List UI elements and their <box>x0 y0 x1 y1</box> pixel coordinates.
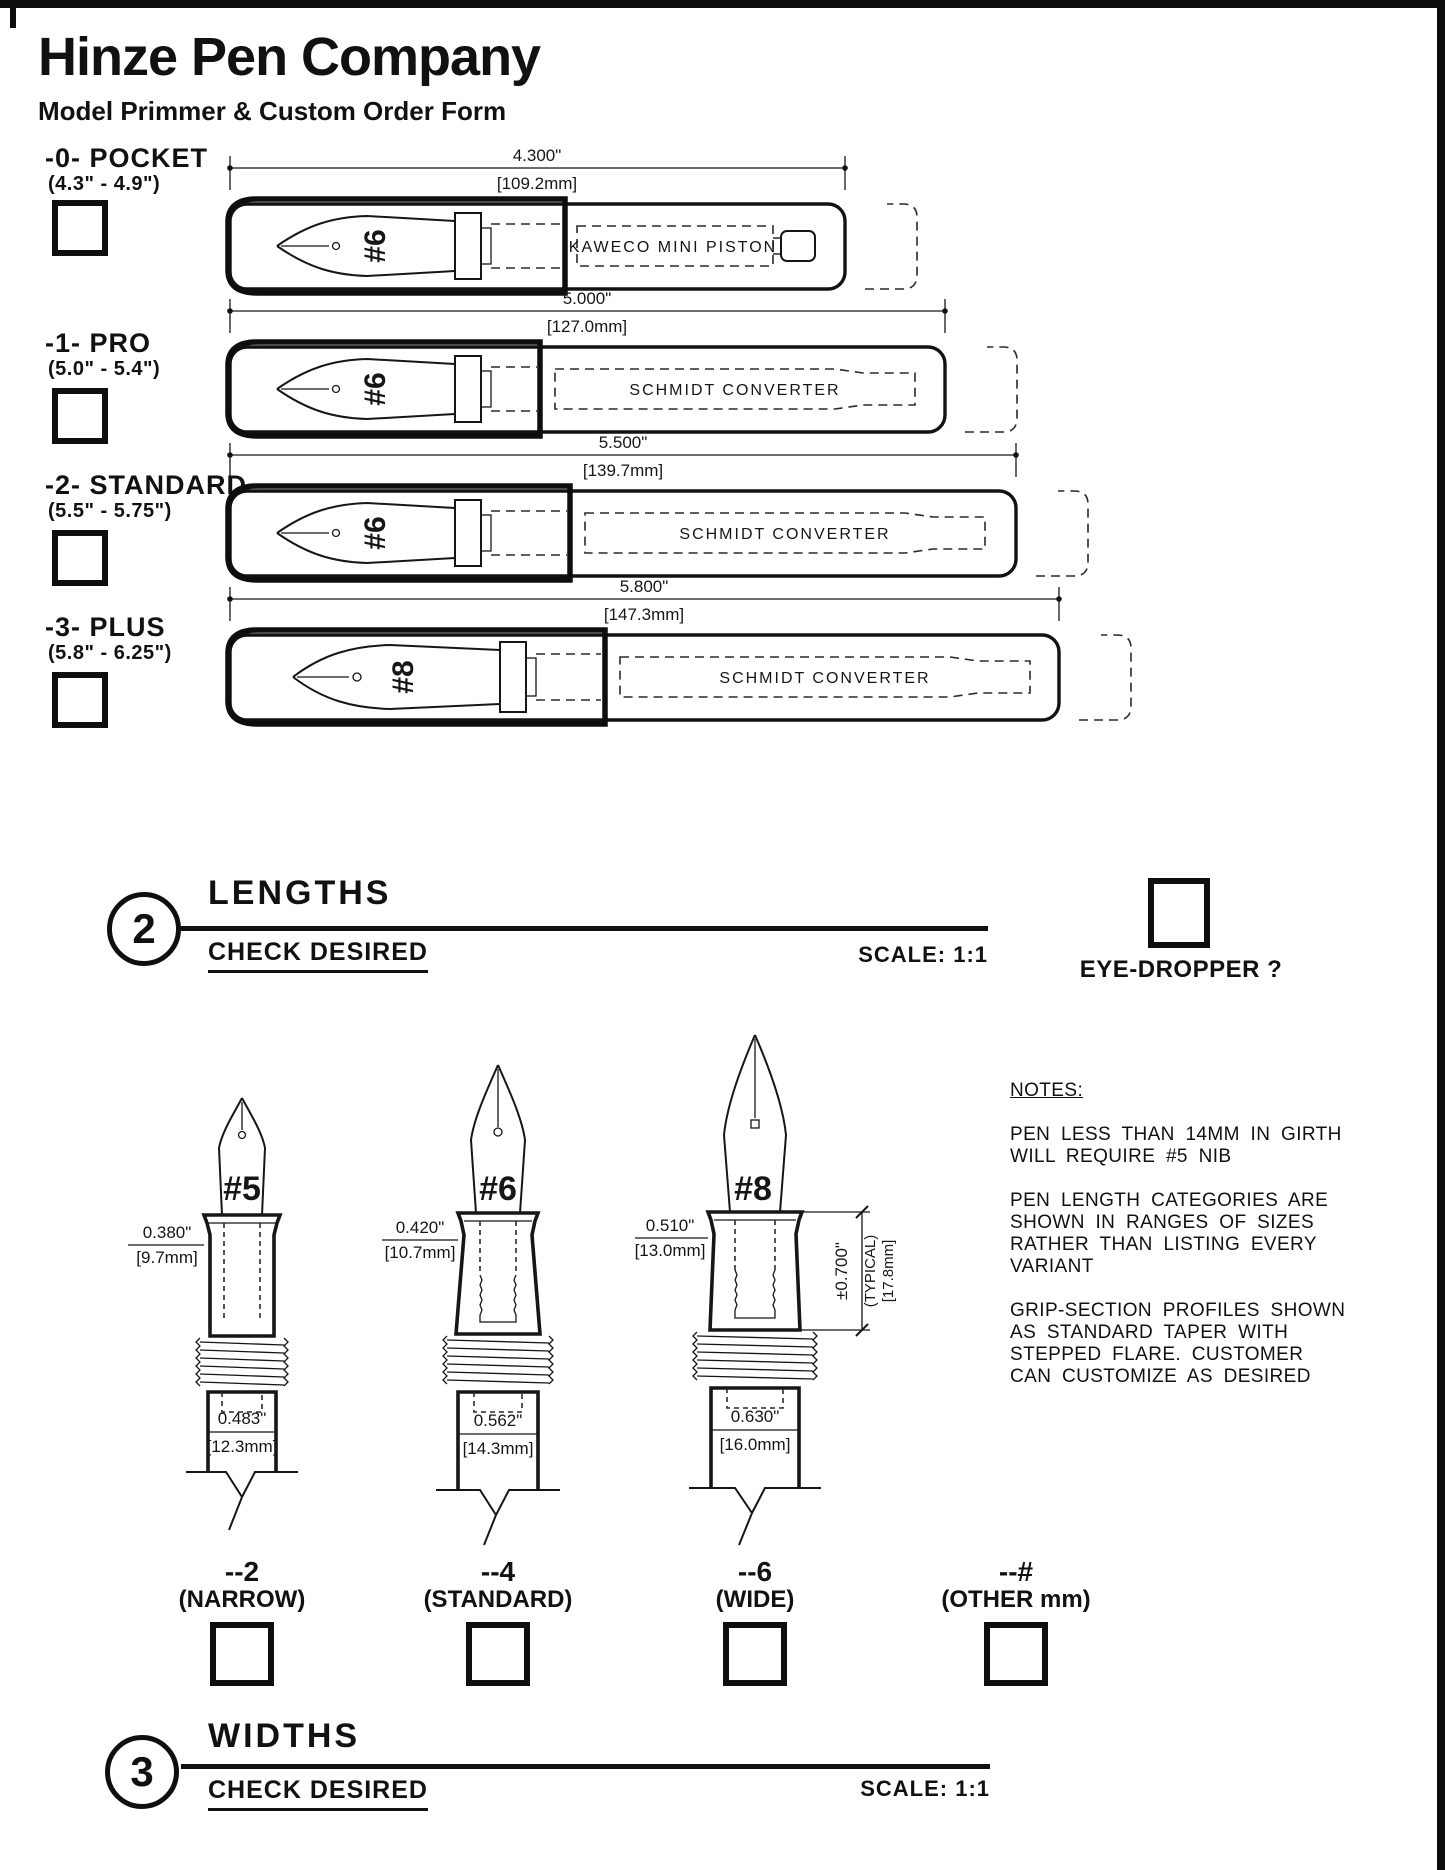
page-subtitle: Model Primmer & Custom Order Form <box>38 96 507 126</box>
checkbox-length-plus[interactable] <box>52 672 108 728</box>
svg-text:KAWECO MINI PISTON: KAWECO MINI PISTON <box>568 239 778 256</box>
page-border-right <box>1437 0 1445 1870</box>
svg-text:#8: #8 <box>387 660 420 694</box>
svg-text:[17.8mm]: [17.8mm] <box>880 1239 897 1303</box>
nib-drawing-6 <box>368 1020 628 1560</box>
length-option-code-pocket: -0- POCKET <box>45 143 209 173</box>
top-dimension-8 <box>635 1216 708 1260</box>
grip-section-5 <box>204 1215 280 1336</box>
page-border-left-stub <box>10 0 16 28</box>
cap-outline-plus <box>1079 635 1131 720</box>
svg-text:0.630": 0.630" <box>730 1407 780 1426</box>
length-option-range-pocket: (4.3" - 4.9") <box>48 173 161 195</box>
nib-drawing-standard <box>277 500 567 566</box>
svg-text:(TYPICAL): (TYPICAL) <box>862 1234 879 1308</box>
svg-text:#5: #5 <box>223 1170 261 1208</box>
section-rule-lengths <box>181 926 988 931</box>
svg-text:SCHMIDT CONVERTER: SCHMIDT CONVERTER <box>629 382 841 399</box>
typical-dimension <box>800 1206 897 1336</box>
checkbox-width-standard[interactable] <box>466 1622 530 1686</box>
barrel-8 <box>689 1388 821 1545</box>
section-rule-widths <box>181 1764 990 1769</box>
checkbox-length-pro[interactable] <box>52 388 108 444</box>
grip-section-8 <box>708 1212 802 1330</box>
svg-text:[16.0mm]: [16.0mm] <box>719 1435 791 1454</box>
internal-mechanism-pro <box>555 369 915 409</box>
width-option-name-wide: (WIDE) <box>715 1586 795 1613</box>
width-option-code-wide: --6 <box>737 1556 773 1587</box>
section-title-widths: WIDTHS <box>208 1717 361 1755</box>
section-marker-widths <box>105 1735 179 1809</box>
nib-8 <box>724 1035 786 1212</box>
svg-text:0.420": 0.420" <box>395 1218 445 1237</box>
svg-text:0.510": 0.510" <box>645 1216 695 1235</box>
svg-text:SCHMIDT CONVERTER: SCHMIDT CONVERTER <box>679 526 891 543</box>
length-option-range-pro: (5.0" - 5.4") <box>48 358 161 380</box>
nib-drawing-pocket <box>277 213 561 279</box>
length-option-range-standard: (5.5" - 5.75") <box>48 500 172 522</box>
section-number-lengths: 2 <box>132 905 156 952</box>
dimension-pro <box>227 289 948 336</box>
threads-5 <box>196 1338 288 1386</box>
svg-text:[14.3mm]: [14.3mm] <box>462 1439 534 1458</box>
dimension-standard <box>227 433 1019 480</box>
threads-6 <box>443 1336 553 1384</box>
threads-8 <box>693 1332 817 1380</box>
nib-drawing-pro <box>277 356 537 422</box>
width-option-code-other: --# <box>998 1556 1034 1587</box>
dimension-pocket <box>227 146 848 193</box>
nib-drawing-8 <box>625 1020 925 1560</box>
svg-text:0.483": 0.483" <box>217 1409 267 1428</box>
svg-text:5.000": 5.000" <box>562 289 612 308</box>
svg-text:[139.7mm]: [139.7mm] <box>582 461 664 480</box>
svg-text:5.500": 5.500" <box>598 433 648 452</box>
svg-text:#6: #6 <box>359 372 392 406</box>
length-option-code-plus: -3- PLUS <box>45 612 166 642</box>
width-option-name-narrow: (NARROW) <box>178 1586 306 1613</box>
checkbox-length-standard[interactable] <box>52 530 108 586</box>
svg-text:±0.700": ±0.700" <box>832 1242 851 1300</box>
internal-mechanism-plus <box>620 657 1030 697</box>
svg-text:[13.0mm]: [13.0mm] <box>634 1241 706 1260</box>
svg-text:5.800": 5.800" <box>619 577 669 596</box>
section-subtitle-lengths: CHECK DESIRED <box>208 938 428 973</box>
eyedropper-label: EYE-DROPPER ? <box>1079 956 1283 983</box>
section-marker-lengths <box>107 892 181 966</box>
nib-drawing-5 <box>112 1020 372 1560</box>
top-dimension-5 <box>128 1223 204 1267</box>
nib-5 <box>219 1098 265 1215</box>
checkbox-eyedropper[interactable] <box>1148 878 1210 948</box>
svg-text:0.380": 0.380" <box>142 1223 192 1242</box>
scale-label-lengths: SCALE: 1:1 <box>858 942 988 967</box>
cap-outline-standard <box>1036 491 1088 576</box>
barrel-5 <box>186 1392 298 1530</box>
checkbox-width-narrow[interactable] <box>210 1622 274 1686</box>
svg-text:#8: #8 <box>734 1170 772 1208</box>
notes-block <box>1010 1080 1350 1410</box>
pen-drawing-pro <box>215 289 1145 449</box>
svg-text:[10.7mm]: [10.7mm] <box>384 1243 456 1262</box>
svg-text:[9.7mm]: [9.7mm] <box>136 1248 198 1267</box>
length-option-code-pro: -1- PRO <box>45 328 152 358</box>
note-length-categories: PEN LENGTH CATEGORIES ARE SHOWN IN RANGES OF SIZES RATHER THAN LISTING EVERY VARIANT <box>1010 1190 1329 1277</box>
svg-text:#6: #6 <box>359 229 392 263</box>
width-option-name-standard: (STANDARD) <box>423 1586 573 1613</box>
width-option-code-narrow: --2 <box>224 1556 260 1587</box>
scale-label-widths: SCALE: 1:1 <box>860 1776 990 1801</box>
nib-6 <box>471 1065 525 1213</box>
page-title: Hinze Pen Company <box>38 27 541 87</box>
note-grip-profiles: GRIP-SECTION PROFILES SHOWN AS STANDARD TAPER WITH STEPPED FLARE. CUSTOMER CAN CUSTOMIZE AS DESIRED <box>1010 1300 1346 1387</box>
section-title-lengths: LENGTHS <box>208 874 392 912</box>
pen-drawing-pocket <box>215 146 1145 306</box>
dimension-plus <box>227 577 1062 624</box>
grip-section-6 <box>456 1213 540 1334</box>
internal-mechanism-standard <box>585 513 985 553</box>
svg-text:4.300": 4.300" <box>512 146 562 165</box>
svg-text:[12.3mm]: [12.3mm] <box>206 1437 278 1456</box>
length-option-code-standard: -2- STANDARD <box>45 470 247 500</box>
cap-outline-pro <box>965 347 1017 432</box>
svg-text:[127.0mm]: [127.0mm] <box>546 317 628 336</box>
pen-drawing-plus <box>215 577 1145 737</box>
section-subtitle-widths: CHECK DESIRED <box>208 1776 428 1811</box>
barrel-6 <box>436 1392 560 1545</box>
cap-outline-pocket <box>865 204 917 289</box>
page-border-top <box>0 0 1445 8</box>
svg-text:#6: #6 <box>359 516 392 550</box>
width-option-code-standard: --4 <box>480 1556 516 1587</box>
nib-drawing-plus <box>293 642 601 712</box>
svg-text:#6: #6 <box>479 1170 517 1208</box>
checkbox-length-pocket[interactable] <box>52 200 108 256</box>
notes-title: NOTES: <box>1010 1080 1084 1101</box>
svg-text:[147.3mm]: [147.3mm] <box>603 605 685 624</box>
pen-drawing-standard <box>215 433 1145 593</box>
section-number-widths: 3 <box>130 1748 154 1795</box>
length-option-range-plus: (5.8" - 6.25") <box>48 642 172 664</box>
note-girth: PEN LESS THAN 14MM IN GIRTH WILL REQUIRE #5 NIB <box>1010 1124 1342 1167</box>
checkbox-width-wide[interactable] <box>723 1622 787 1686</box>
svg-text:0.562": 0.562" <box>473 1411 523 1430</box>
width-option-name-other: (OTHER mm) <box>941 1586 1091 1613</box>
top-dimension-6 <box>382 1218 458 1262</box>
svg-text:[109.2mm]: [109.2mm] <box>496 174 578 193</box>
checkbox-width-other[interactable] <box>984 1622 1048 1686</box>
internal-mechanism-pocket <box>569 226 815 266</box>
svg-text:SCHMIDT CONVERTER: SCHMIDT CONVERTER <box>719 670 931 687</box>
